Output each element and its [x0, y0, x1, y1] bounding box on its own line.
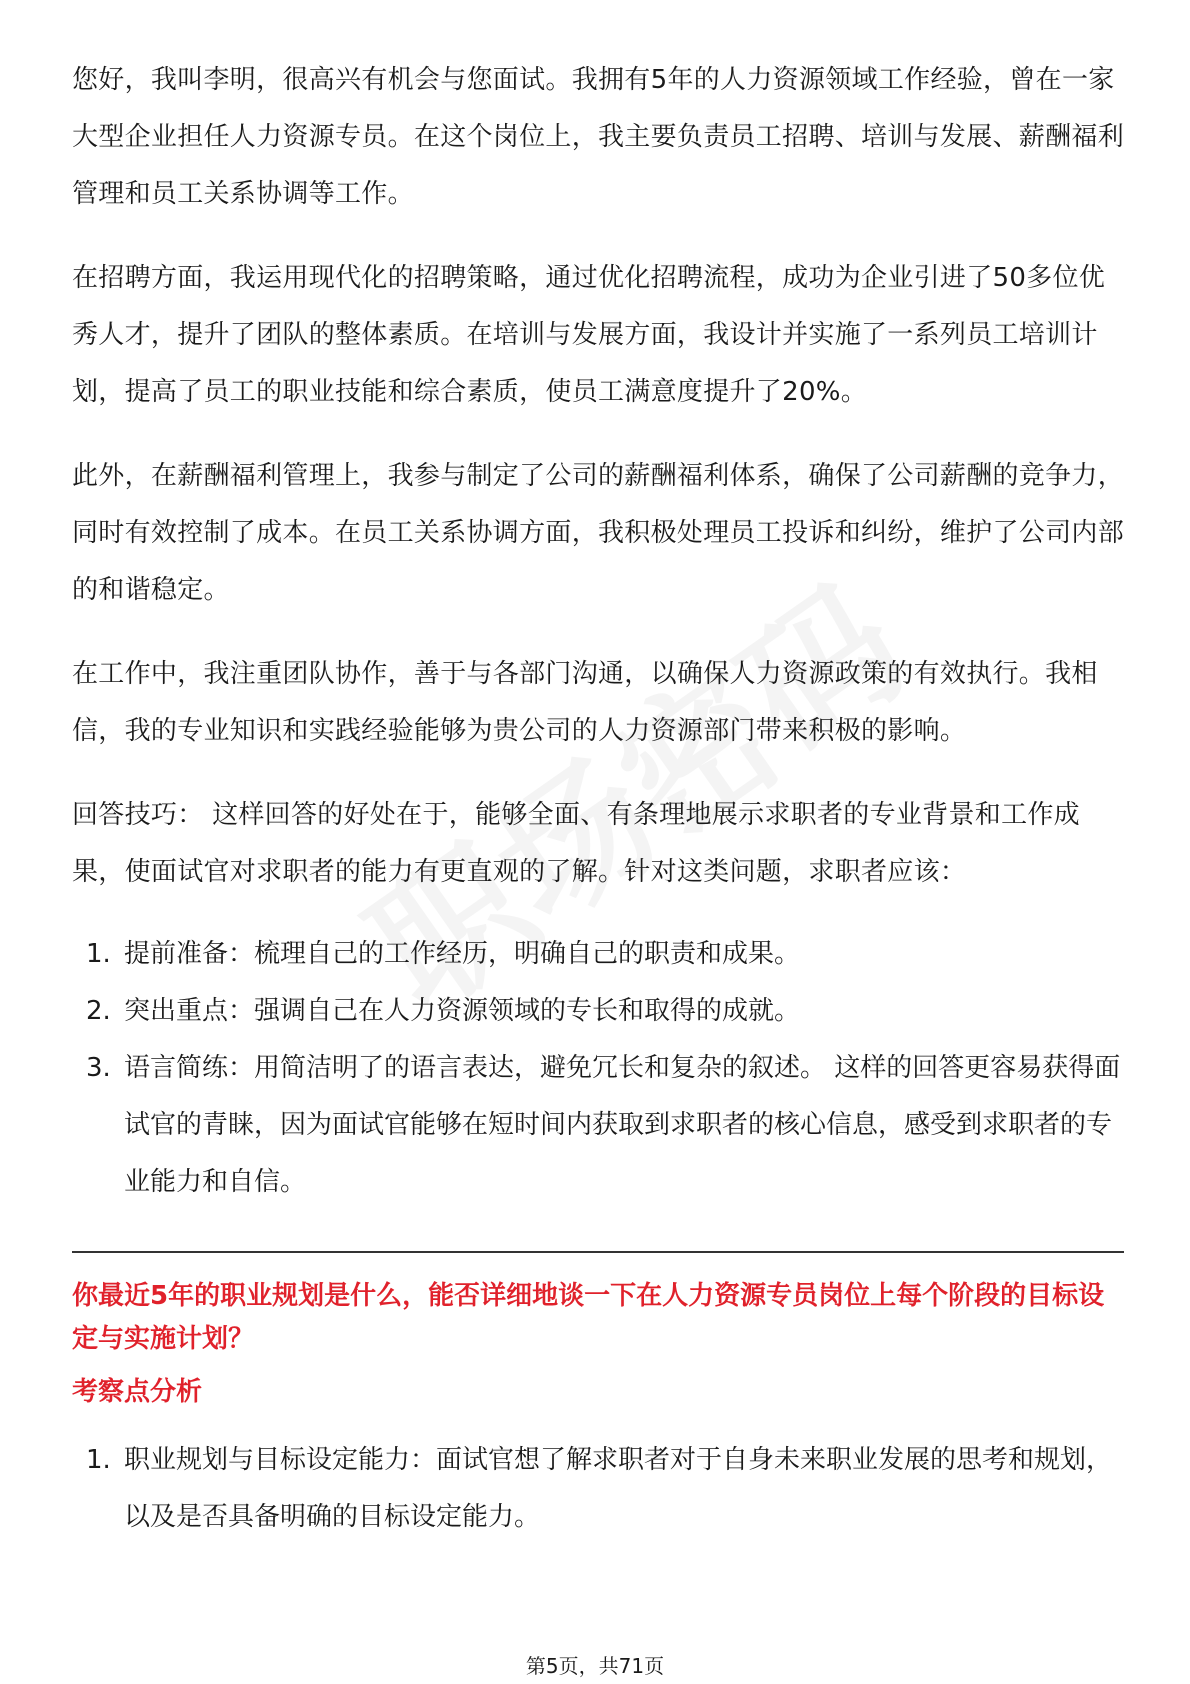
tips-list — [72, 926, 1124, 1211]
list-item — [72, 983, 1124, 1040]
list-number: 1. — [86, 1445, 111, 1475]
list-item — [72, 1432, 1124, 1546]
section-label: 考察点分析 — [72, 1377, 203, 1407]
question-title: 你最近5年的职业规划是什么，能否详细地谈一下在人力资源专员岗位上每个阶段的目标设定与实施计划？ — [72, 1281, 1105, 1354]
list-text: 突出重点：强调自己在人力资源领域的专长和取得的成就。 — [124, 996, 801, 1026]
list-number: 1. — [86, 939, 111, 969]
document-body — [72, 52, 1124, 1546]
answer-paragraph-2: 在招聘方面，我运用现代化的招聘策略，通过优化招聘流程，成功为企业引进了50多位优秀人才，提升了团队的整体素质。在培训与发展方面，我设计并实施了一系列员工培训计划，提高了员工的职业技能和综合素质，使员工满意度提升了20%。 — [72, 263, 1106, 407]
list-number: 2. — [86, 996, 111, 1026]
points-list — [72, 1432, 1124, 1546]
answer-paragraph-3: 此外，在薪酬福利管理上，我参与制定了公司的薪酬福利体系，确保了公司薪酬的竞争力，同时有效控制了成本。在员工关系协调方面，我积极处理员工投诉和纠纷，维护了公司内部的和谐稳定。 — [72, 461, 1125, 605]
answer-paragraph-1: 您好，我叫李明，很高兴有机会与您面试。我拥有5年的人力资源领域工作经验，曾在一家大型企业担任人力资源专员。在这个岗位上，我主要负责员工招聘、培训与发展、薪酬福利管理和员工关系协调等工作。 — [72, 65, 1125, 209]
list-item — [72, 1040, 1124, 1211]
list-item — [72, 926, 1124, 983]
list-text: 语言简练：用简洁明了的语言表达，避免冗长和复杂的叙述。 这样的回答更容易获得面试官的青睐，因为面试官能够在短时间内获取到求职者的核心信息，感受到求职者的专业能力和自信。 — [124, 1053, 1121, 1197]
answer-paragraph-4: 在工作中，我注重团队协作，善于与各部门沟通，以确保人力资源政策的有效执行。我相信，我的专业知识和实践经验能够为贵公司的人力资源部门带来积极的影响。 — [72, 659, 1098, 746]
list-number: 3. — [86, 1053, 111, 1083]
answer-tips-intro: 回答技巧： 这样回答的好处在于，能够全面、有条理地展示求职者的专业背景和工作成果，使面试官对求职者的能力有更直观的了解。针对这类问题，求职者应该： — [72, 800, 1080, 887]
page-number: 第5页，共71页 — [525, 1654, 665, 1678]
list-text: 提前准备：梳理自己的工作经历，明确自己的职责和成果。 — [124, 939, 801, 969]
section-divider — [72, 1251, 1124, 1253]
list-text: 职业规划与目标设定能力：面试官想了解求职者对于自身未来职业发展的思考和规划，以及是否具备明确的目标设定能力。 — [124, 1445, 1113, 1532]
